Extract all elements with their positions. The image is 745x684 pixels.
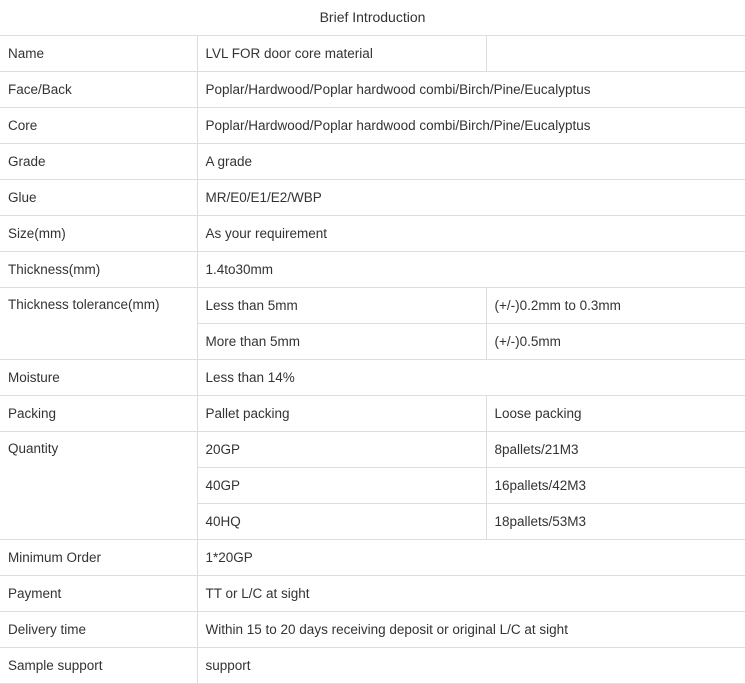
table-caption: Brief Introduction [319,9,426,25]
row-value: Loose packing [486,396,745,432]
table-row-thickness [0,252,745,288]
row-value: TT or L/C at sight [197,576,745,612]
table-row-grade [0,144,745,180]
row-label: Name [0,36,197,72]
row-container: 20GP [197,432,486,468]
row-label: Quantity [0,432,197,540]
row-value: MR/E0/E1/E2/WBP [197,180,745,216]
table-row-glue [0,180,745,216]
row-empty-cell [486,36,745,72]
row-container: 40GP [197,468,486,504]
row-value: 1*20GP [197,540,745,576]
row-condition: Less than 5mm [197,288,486,324]
row-label: Payment [0,576,197,612]
table-row-payment [0,576,745,612]
row-value: Less than 14% [197,360,745,396]
row-label: Grade [0,144,197,180]
row-condition: More than 5mm [197,324,486,360]
table-row-core [0,108,745,144]
table-row-tolerance [0,288,745,324]
table-row-sample [0,648,745,684]
row-label: Packing [0,396,197,432]
table-row-min-order [0,540,745,576]
table-row-moisture [0,360,745,396]
row-value: Poplar/Hardwood/Poplar hardwood combi/Birch/Pine/Eucalyptus [197,108,745,144]
table-row-packing [0,396,745,432]
table-row-face-back [0,72,745,108]
row-value: Pallet packing [197,396,486,432]
table-row-delivery [0,612,745,648]
row-value: 18pallets/53M3 [486,504,745,540]
row-value: 1.4to30mm [197,252,745,288]
row-label: Minimum Order [0,540,197,576]
row-label: Face/Back [0,72,197,108]
row-value: (+/-)0.2mm to 0.3mm [486,288,745,324]
row-value: As your requirement [197,216,745,252]
row-label: Delivery time [0,612,197,648]
row-value: LVL FOR door core material [197,36,486,72]
row-value: 16pallets/42M3 [486,468,745,504]
table-row-quantity [0,432,745,468]
row-label: Thickness tolerance(mm) [0,288,197,360]
row-label: Sample support [0,648,197,684]
row-value: 8pallets/21M3 [486,432,745,468]
row-label: Moisture [0,360,197,396]
row-value: Within 15 to 20 days receiving deposit or original L/C at sight [197,612,745,648]
row-label: Thickness(mm) [0,252,197,288]
row-value: A grade [197,144,745,180]
row-label: Size(mm) [0,216,197,252]
row-label: Core [0,108,197,144]
table-row-name [0,36,745,72]
row-value: support [197,648,745,684]
table-row-size [0,216,745,252]
row-value: Poplar/Hardwood/Poplar hardwood combi/Birch/Pine/Eucalyptus [197,72,745,108]
row-container: 40HQ [197,504,486,540]
spec-table [0,35,745,684]
row-value: (+/-)0.5mm [486,324,745,360]
row-label: Glue [0,180,197,216]
